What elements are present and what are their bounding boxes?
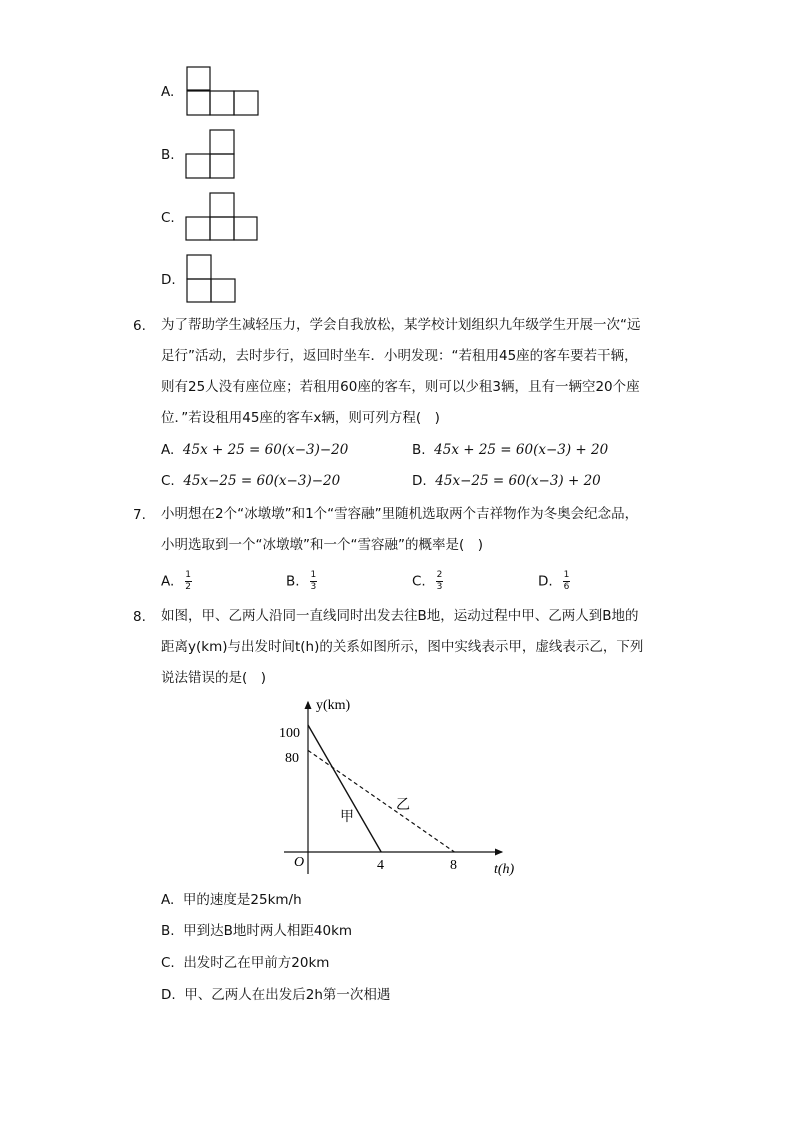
x-axis-label: t(h) (494, 862, 515, 877)
numerator: 1 (563, 570, 570, 580)
option-label: C. (161, 473, 175, 489)
question-line: 说法错误的是( ) (161, 670, 267, 686)
option-text: 甲的速度是25km/h (182, 892, 302, 908)
option-label: D. (161, 987, 176, 1003)
option-label: D. (161, 272, 176, 288)
y-tick-label: 100 (279, 726, 300, 741)
option-text: 45x−25 = 60(x−3)−20 (183, 473, 341, 489)
fraction (436, 571, 443, 592)
option-a[interactable] (161, 571, 192, 592)
option-text: 甲、乙两人在出发后2h第一次相遇 (184, 987, 391, 1003)
option-label: A. (161, 442, 175, 458)
question-text (161, 310, 641, 434)
option-a[interactable] (161, 888, 302, 908)
y-tick-label: 80 (285, 751, 299, 766)
question-line: 如图，甲、乙两人沿同一直线同时出发去往B地，运动过程中甲、乙两人到B地的 (161, 608, 639, 624)
denominator: 2 (185, 582, 191, 592)
option-label: B. (286, 573, 300, 590)
option-d[interactable] (538, 571, 570, 592)
option-text: 45x + 25 = 60(x−3)−20 (182, 442, 349, 458)
question-line: 小明选取到一个“冰墩墩”和一个“雪容融”的概率是( ) (161, 537, 484, 553)
option-label: B. (161, 923, 175, 939)
question-line: 足行”活动，去时步行，返回时坐车．小明发现：“若租用45座的客车要若干辆， (161, 348, 638, 364)
fraction (563, 571, 570, 592)
y-axis-label: y(km) (316, 698, 351, 713)
question-number: 6. (133, 318, 146, 334)
option-label: A. (161, 573, 175, 590)
denominator: 3 (436, 582, 443, 592)
series-jia-label: 甲 (340, 809, 354, 825)
numerator: 2 (436, 570, 443, 580)
question-line: 距离y(km)与出发时间t(h)的关系如图所示，图中实线表示甲，虚线表示乙，下列 (161, 639, 644, 655)
option-a[interactable] (161, 442, 348, 458)
series-yi-label: 乙 (396, 797, 410, 813)
option-label: B. (412, 442, 426, 458)
option-text: 甲到达B地时两人相距40km (183, 923, 353, 939)
question-line: 位．”若设租用45座的客车x辆，则可列方程( ) (161, 410, 440, 426)
option-text: 45x−25 = 60(x−3) + 20 (435, 473, 601, 489)
x-tick-label: 4 (377, 858, 384, 873)
question-line: 为了帮助学生减轻压力，学会自我放松，某学校计划组织九年级学生开展一次“远 (161, 317, 641, 333)
option-text: 45x + 25 = 60(x−3) + 20 (434, 442, 609, 458)
option-label: D. (412, 473, 427, 489)
option-d[interactable] (161, 983, 390, 1003)
option-label: C. (161, 955, 175, 971)
question-number: 8. (133, 609, 146, 625)
x-tick-label: 8 (450, 858, 457, 873)
numerator: 1 (310, 570, 317, 580)
question-text (161, 601, 643, 694)
question-line: 小明想在2个“冰墩墩”和1个“雪容融”里随机选取两个吉祥物作为冬奥会纪念品， (161, 506, 639, 522)
denominator: 6 (563, 582, 570, 592)
option-b[interactable] (286, 571, 317, 592)
option-label: C. (412, 573, 426, 590)
option-text: 出发时乙在甲前方20km (183, 955, 330, 971)
option-b[interactable] (161, 919, 352, 939)
option-label: D. (538, 573, 553, 590)
option-label: C. (161, 210, 175, 226)
fraction (185, 571, 192, 592)
denominator: 3 (310, 582, 317, 592)
option-d[interactable] (412, 473, 601, 489)
series-jia-line (308, 725, 381, 852)
question-line: 则有25人没有座位座；若租用60座的客车，则可以少租3辆，且有一辆空20个座 (161, 379, 640, 395)
option-c[interactable] (161, 951, 329, 971)
fraction (310, 571, 317, 592)
distance-time-graph (270, 692, 530, 882)
origin-label: O (294, 855, 305, 870)
option-label: A. (161, 84, 175, 100)
option-label: A. (161, 892, 175, 908)
question-text (161, 499, 638, 561)
series-yi-line (308, 750, 454, 852)
option-b[interactable] (412, 442, 608, 458)
option-label: B. (161, 147, 175, 163)
numerator: 1 (185, 570, 191, 580)
option-c[interactable] (412, 571, 443, 592)
option-c[interactable] (161, 473, 340, 489)
question-number: 7. (133, 507, 146, 523)
